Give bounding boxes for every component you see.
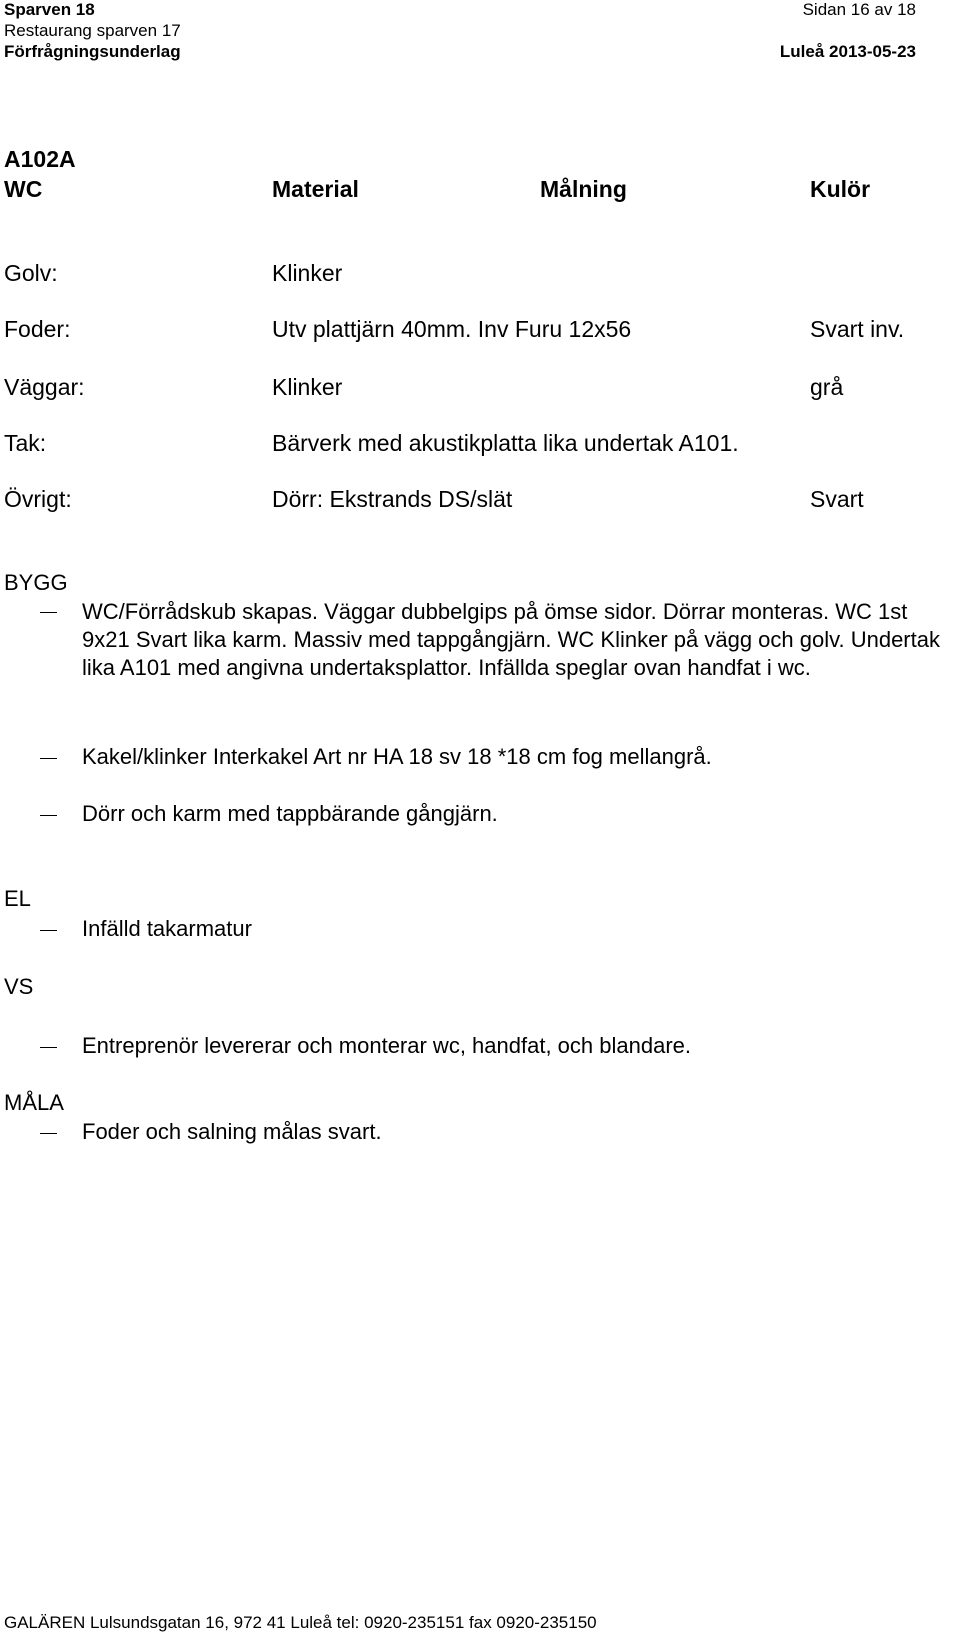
section-heading-mala: MÅLA — [4, 1090, 64, 1115]
row-label-foder: Foder: — [4, 316, 71, 342]
row-label-tak: Tak: — [4, 430, 47, 456]
row-material-ovrigt: Dörr: Ekstrands DS/slät — [272, 486, 513, 512]
header-date: Luleå 2013-05-23 — [779, 42, 916, 61]
row-material-vaggar: Klinker — [272, 374, 343, 400]
bygg-item-3: Dörr och karm med tappbärande gångjärn. — [82, 801, 498, 826]
mala-item-1: Foder och salning målas svart. — [82, 1119, 382, 1144]
row-material-golv: Klinker — [272, 260, 343, 286]
row-label-ovrigt: Övrigt: — [4, 486, 72, 512]
footer-contact: GALÄREN Lulsundsgatan 16, 972 41 Luleå tel: 0920-235151 fax 0920-235150 — [4, 1613, 597, 1632]
header-subtitle: Restaurang sparven 17 — [4, 21, 181, 40]
section-heading-vs: VS — [4, 974, 34, 999]
header-doc-type: Förfrågningsunderlag — [4, 42, 181, 61]
bullet-dash — [40, 930, 57, 931]
bullet-dash — [40, 1047, 57, 1048]
section-heading-bygg: BYGG — [4, 570, 68, 595]
section-heading-el: EL — [4, 886, 31, 911]
row-color-vaggar: grå — [810, 374, 844, 400]
vs-item-1: Entreprenör levererar och monterar wc, handfat, och blandare. — [82, 1033, 691, 1058]
row-label-vaggar: Väggar: — [4, 374, 85, 400]
row-color-ovrigt: Svart — [810, 486, 864, 512]
column-header-material: Material — [272, 176, 359, 202]
bullet-dash — [40, 815, 57, 816]
bullet-dash — [40, 1133, 57, 1134]
row-material-tak: Bärverk med akustikplatta lika undertak A101. — [272, 430, 739, 456]
row-color-foder: Svart inv. — [810, 316, 905, 342]
header-page-number: Sidan 16 av 18 — [802, 0, 916, 19]
column-header-painting: Målning — [540, 176, 627, 202]
bygg-item-1: WC/Förrådskub skapas. Väggar dubbelgips på ömse sidor. Dörrar monteras. WC 1st 9x21 Svart lika karm. Massiv med tappgångjärn. WC Klinker på vägg och golv. Undertak lika A101 med angivna undertaksplattor. Infällda speglar ovan handfat i wc. — [82, 599, 940, 680]
row-material-foder: Utv plattjärn 40mm. Inv Furu 12x56 — [272, 316, 632, 342]
row-label-golv: Golv: — [4, 260, 58, 286]
el-item-1: Infälld takarmatur — [82, 916, 252, 941]
room-code: A102A — [4, 146, 76, 172]
bullet-dash — [40, 758, 57, 759]
bygg-item-2: Kakel/klinker Interkakel Art nr HA 18 sv 18 *18 cm fog mellangrå. — [82, 744, 712, 769]
header-project: Sparven 18 — [4, 0, 95, 19]
column-header-color: Kulör — [810, 176, 871, 202]
bullet-dash — [40, 612, 57, 613]
room-name: WC — [4, 176, 43, 202]
